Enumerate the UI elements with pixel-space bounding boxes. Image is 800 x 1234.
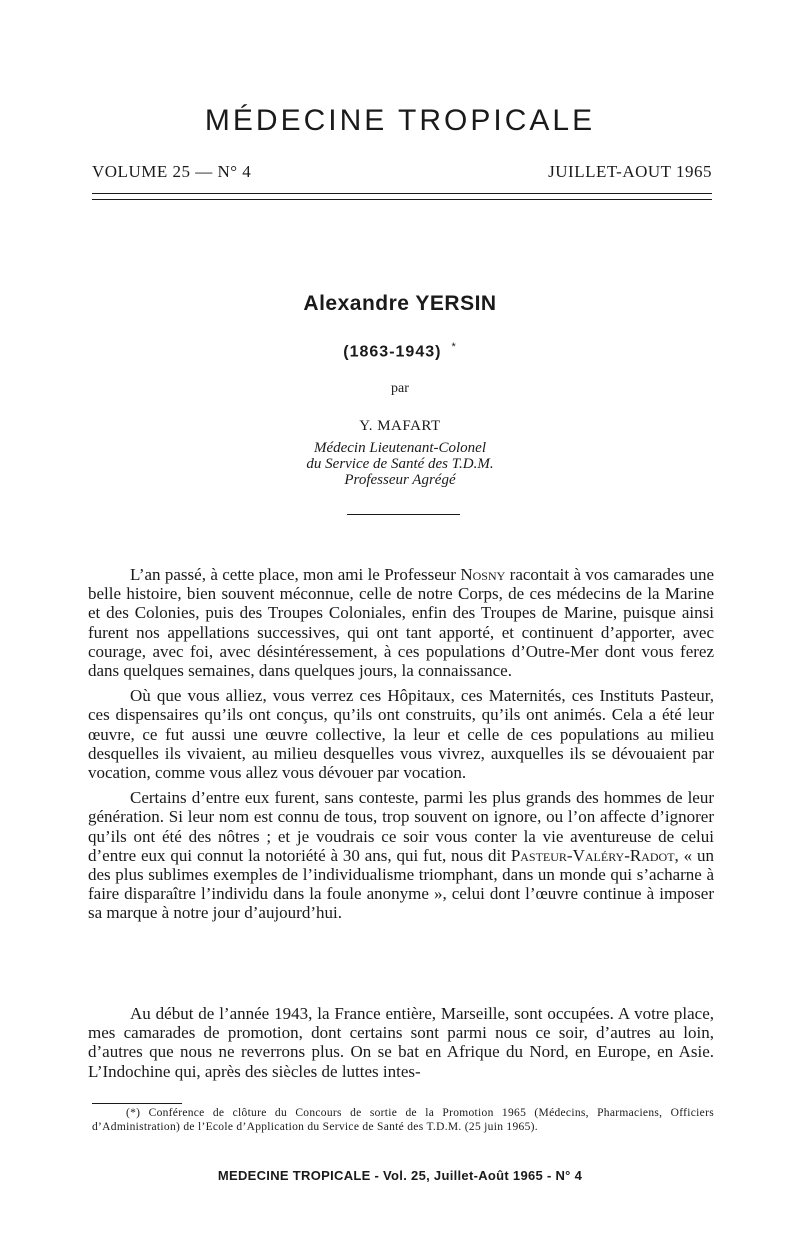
by-label: par: [391, 381, 409, 396]
article-body-continued: [88, 1004, 714, 1087]
paragraph-4: Au début de l’année 1943, la France entière, Marseille, sont occupées. A votre place, mes camarades de promotion, dont certains sont parmi nous ce soir, d’autres au loin, d’autres que nous ne reverrons plus. On se bat en Afrique du Nord, en Europe, en Asie. L’Indochine qui, après des siècles de luttes intes-: [88, 1004, 714, 1081]
paragraph-1-text: L’an passé, à cette place, mon ami le Professeur: [130, 565, 456, 584]
volume-number: VOLUME 25 — N° 4: [92, 162, 252, 181]
person-name-nosny: Nosny: [460, 565, 506, 584]
author-affiliation-1: Médecin Lieutenant-Colonel: [313, 440, 487, 456]
issue-date: JUILLET-AOUT 1965: [548, 162, 712, 181]
article-body: [88, 565, 714, 929]
title-separator-rule: [347, 514, 460, 515]
footnote-rule: [92, 1103, 182, 1104]
running-footer: MEDECINE TROPICALE - Vol. 25, Juillet-Août 1965 - N° 4: [217, 1168, 583, 1183]
author-affiliation-2: du Service de Santé des T.D.M.: [306, 456, 494, 472]
article-title: Alexandre YERSIN: [303, 292, 497, 315]
author-affiliation-3: Professeur Agrégé: [344, 472, 456, 488]
person-name-pasteur-valery-radot: Pasteur-Valéry-Radot: [510, 845, 675, 865]
header-double-rule: [92, 193, 712, 200]
article-dates: [0, 341, 800, 361]
paragraph-3: [88, 788, 714, 922]
paragraph-1-rest: racontait à vos camarades une belle histoire, bien souvent méconnue, celle de notre Corps, de ces médecins de la Marine et des Colonies, puis des Troupes Coloniales, enfin des Troupes de Marine, puisque ainsi furent nos appellations successives, qui ont tant apporté, et continuent d’apporter, avec courage, avec foi, avec désintéressement, à ces populations d’Outre-Mer dont vous ferez dans quelques semaines, dans quelques jours, la connaissance.: [88, 565, 714, 681]
article-dates-text: (1863-1943): [343, 343, 442, 361]
footnote: (*) Conférence de clôture du Concours de sortie de la Promotion 1965 (Médecins, Pharmaciens, Officiers d’Administration) de l’Ecole d’Application du Service de Santé des T.D.M. (25 juin 1965).: [92, 1107, 714, 1133]
paragraph-1: [88, 565, 714, 680]
paragraph-2: Où que vous alliez, vous verrez ces Hôpitaux, ces Maternités, ces Instituts Pasteur, ces dispensaires qu’ils ont conçus, qu’ils ont construits, qu’ils ont animés. Cela a été leur œuvre, ce fut aussi une œuvre collective, la leur et celle de ces populations au milieu desquelles ils vivaient, au milieu desquelles vous vivrez, auxquelles ils se dévouaient par vocation, comme vous allez vous dévouer par vocation.: [88, 686, 714, 783]
paragraph-3-text: Certains d’entre eux furent, sans conteste, parmi les plus grands des hommes de leur génération. Si leur nom est connu de tous, trop souvent on ignore, ou l’on affecte d’ignorer qu’ils ont été des nôtres ; et je voudrais ce soir vous conter la vie aventureuse de celui d’entre eux qui connut la notoriété à 30 ans, qui fut, nous dit: [88, 788, 714, 865]
footnote-marker: *: [451, 341, 457, 353]
issue-line: [92, 162, 712, 182]
paragraph-3-rest: , « un des plus sublimes exemples de l’individualisme triomphant, dans un monde qui s’acharne à faire disparaître l’individu dans la foule anonyme », celui dont l’œuvre continue à imposer sa marque à notre jour d’aujourd’hui.: [88, 845, 714, 923]
author-name: Y. MAFART: [359, 418, 441, 434]
journal-title: MÉDECINE TROPICALE: [204, 104, 596, 137]
